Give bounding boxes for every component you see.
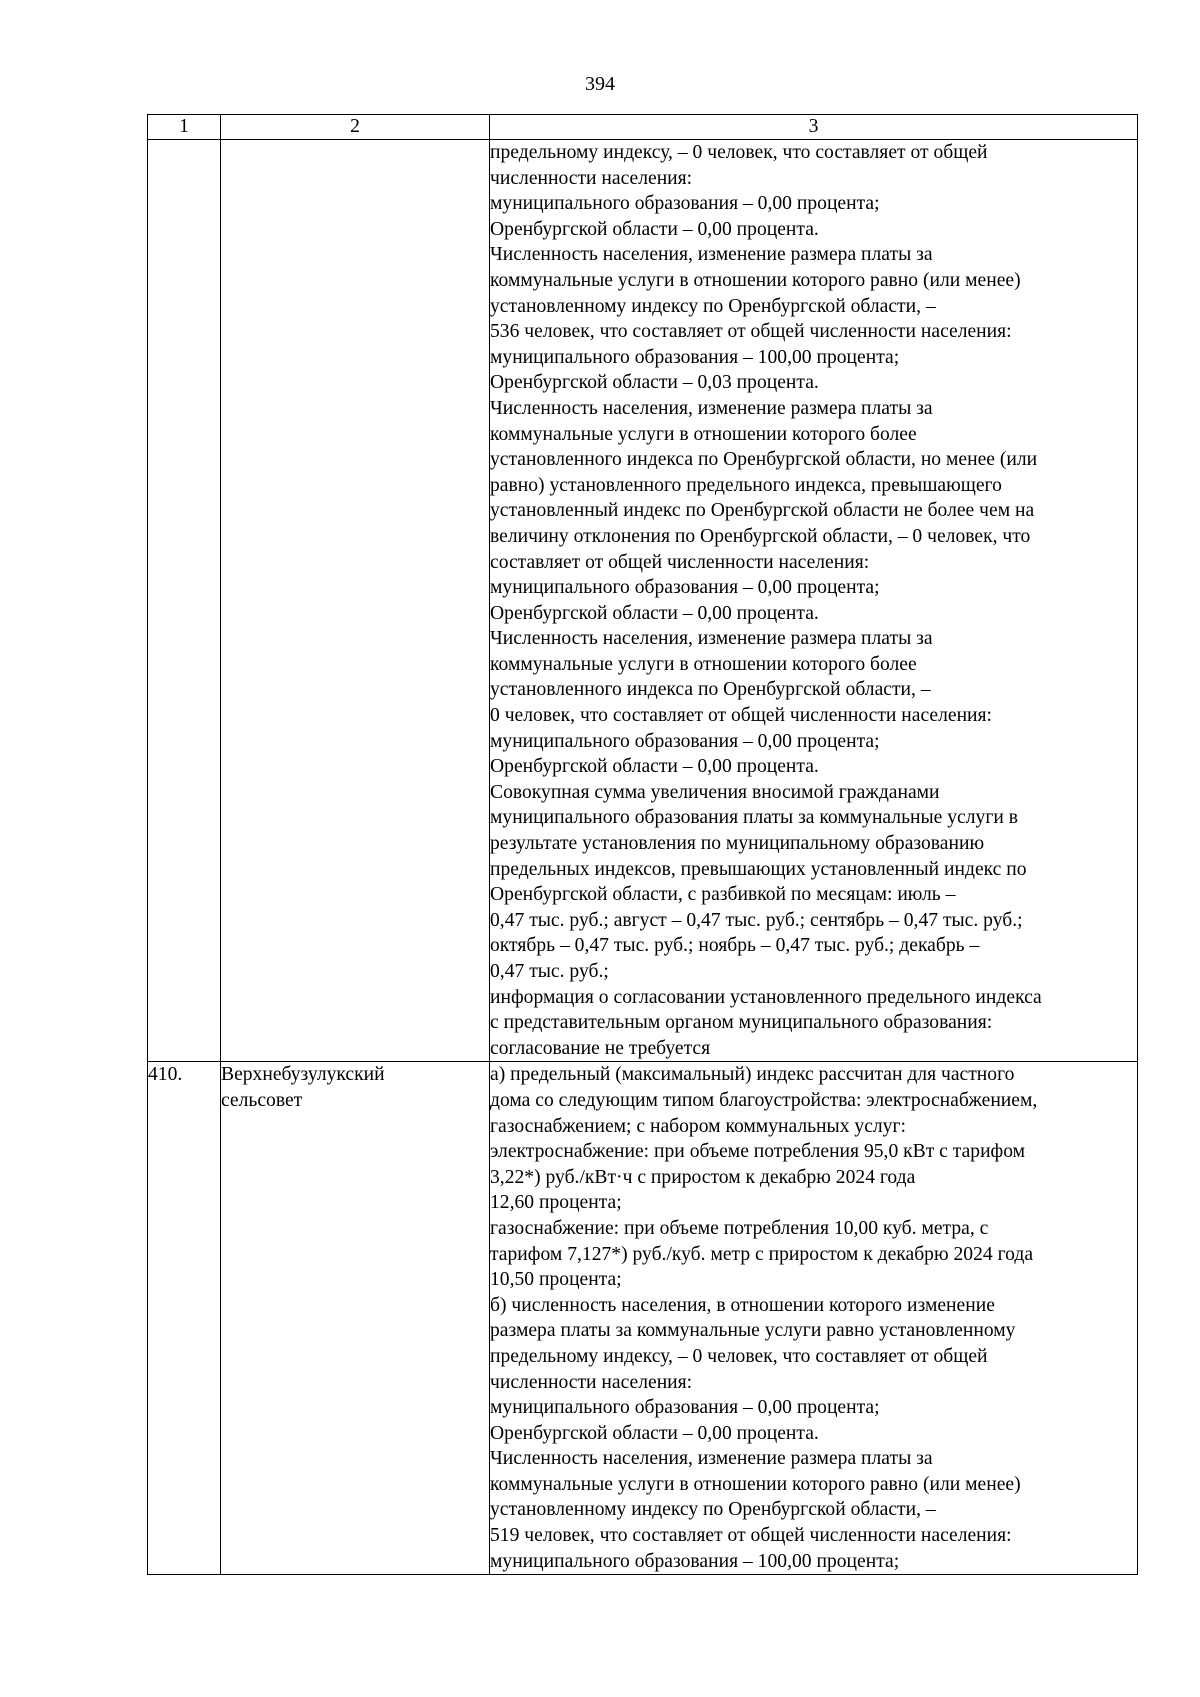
text-line: Численность населения, изменение размера платы за: [490, 397, 933, 419]
text-line: результате установления по муниципальному образованию: [490, 833, 985, 855]
cell-number-empty: [148, 140, 221, 1062]
column-header-2: 2: [221, 115, 490, 140]
text-line: величину отклонения по Оренбургской области, – 0 человек, что: [490, 525, 1031, 547]
text-line: дома со следующим типом благоустройства: электроснабжением,: [490, 1089, 1038, 1111]
text-line: равно) установленного предельного индекса, превышающего: [490, 474, 1002, 496]
text-line: установленного индекса по Оренбургской области, но менее (или: [490, 449, 1038, 471]
text-line: с представительным органом муниципального образования:: [490, 1012, 993, 1034]
text-line: установленному индексу по Оренбургской области, –: [490, 295, 936, 317]
text-line: 3,22*) руб./кВт·ч с приростом к декабрю 2024 года: [490, 1166, 916, 1188]
text-line: 10,50 процента;: [490, 1269, 622, 1291]
text-line: согласование не требуется: [490, 1037, 711, 1059]
text-line: Численность населения, изменение размера платы за: [490, 628, 933, 650]
text-line: 536 человек, что составляет от общей численности населения:: [490, 321, 1012, 343]
text-line: 519 человек, что составляет от общей численности населения:: [490, 1525, 1012, 1547]
text-line: предельному индексу, – 0 человек, что составляет от общей: [490, 142, 988, 163]
text-line: Оренбургской области – 0,03 процента.: [490, 372, 819, 394]
text-line: муниципального образования – 100,00 процента;: [490, 1550, 900, 1572]
page-number: 394: [585, 73, 615, 95]
text-line: а) предельный (максимальный) индекс рассчитан для частного: [490, 1064, 1015, 1086]
cell-name: [221, 1062, 490, 1575]
text-line: газоснабжение: при объеме потребления 10,00 куб. метра, с: [490, 1217, 989, 1239]
text-line: информация о согласовании установленного предельного индекса: [490, 986, 1042, 1008]
text-line: Численность населения, изменение размера платы за: [490, 1448, 933, 1470]
text-line: Оренбургской области – 0,00 процента.: [490, 1422, 819, 1444]
text-line: Оренбургской области – 0,00 процента.: [490, 218, 819, 240]
text-line: предельному индексу, – 0 человек, что составляет от общей: [490, 1345, 988, 1367]
table-row-continuation: [148, 140, 1138, 1062]
table-header-row: [148, 115, 1138, 140]
text-line: муниципального образования – 0,00 процента;: [490, 730, 880, 752]
text-line: тарифом 7,127*) руб./куб. метр с приростом к декабрю 2024 года: [490, 1243, 1034, 1265]
text-line: коммунальные услуги в отношении которого более: [490, 653, 917, 675]
text-line: 0,47 тыс. руб.; август – 0,47 тыс. руб.; сентябрь – 0,47 тыс. руб.;: [490, 909, 1023, 931]
text-line: численности населения:: [490, 167, 693, 189]
text-line: Оренбургской области, с разбивкой по месяцам: июль –: [490, 884, 956, 906]
text-line: б) численность населения, в отношении которого изменение: [490, 1294, 995, 1316]
text-line: численности населения:: [490, 1371, 693, 1393]
text-line: составляет от общей численности населения:: [490, 551, 870, 573]
text-line: октябрь – 0,47 тыс. руб.; ноябрь – 0,47 тыс. руб.; декабрь –: [490, 935, 980, 957]
text-line: Оренбургской области – 0,00 процента.: [490, 756, 819, 778]
text-line: коммунальные услуги в отношении которого более: [490, 423, 917, 445]
text-line: 12,60 процента;: [490, 1192, 622, 1214]
text-line: установленному индексу по Оренбургской области, –: [490, 1499, 936, 1521]
text-line: муниципального образования – 0,00 процента;: [490, 1397, 880, 1419]
cell-description: [490, 140, 1138, 1062]
cell-number: 410.: [148, 1062, 221, 1575]
text-line: Численность населения, изменение размера платы за: [490, 244, 933, 266]
text-line: коммунальные услуги в отношении которого равно (или менее): [490, 269, 1021, 291]
text-line: установленный индекс по Оренбургской области не более чем на: [490, 500, 1035, 522]
text-line: Совокупная сумма увеличения вносимой гражданами: [490, 781, 940, 803]
table-row-410: [148, 1062, 1138, 1575]
text-line: размера платы за коммунальные услуги равно установленному: [490, 1320, 1016, 1342]
text-line: муниципального образования – 0,00 процента;: [490, 577, 880, 599]
text-line: 0 человек, что составляет от общей численности населения:: [490, 705, 993, 727]
text-line: муниципального образования – 0,00 процента;: [490, 193, 880, 215]
name-line: Верхнебузулукский: [221, 1064, 385, 1086]
text-line: газоснабжением; с набором коммунальных услуг:: [490, 1115, 906, 1137]
text-line: установленного индекса по Оренбургской области, –: [490, 679, 931, 701]
text-line: 0,47 тыс. руб.;: [490, 961, 609, 982]
text-line: электроснабжение: при объеме потребления 95,0 кВт с тарифом: [490, 1141, 1026, 1163]
cell-name-empty: [221, 140, 490, 1062]
column-header-3: 3: [490, 115, 1138, 140]
name-line: сельсовет: [221, 1089, 303, 1111]
data-table: [147, 114, 1138, 1575]
text-line: муниципального образования – 100,00 процента;: [490, 346, 900, 368]
text-line: Оренбургской области – 0,00 процента.: [490, 602, 819, 624]
column-header-1: 1: [148, 115, 221, 140]
text-line: предельных индексов, превышающих установленный индекс по: [490, 858, 1027, 880]
cell-description: [490, 1062, 1138, 1575]
text-line: коммунальные услуги в отношении которого равно (или менее): [490, 1473, 1021, 1495]
text-line: муниципального образования платы за коммунальные услуги в: [490, 807, 1018, 829]
